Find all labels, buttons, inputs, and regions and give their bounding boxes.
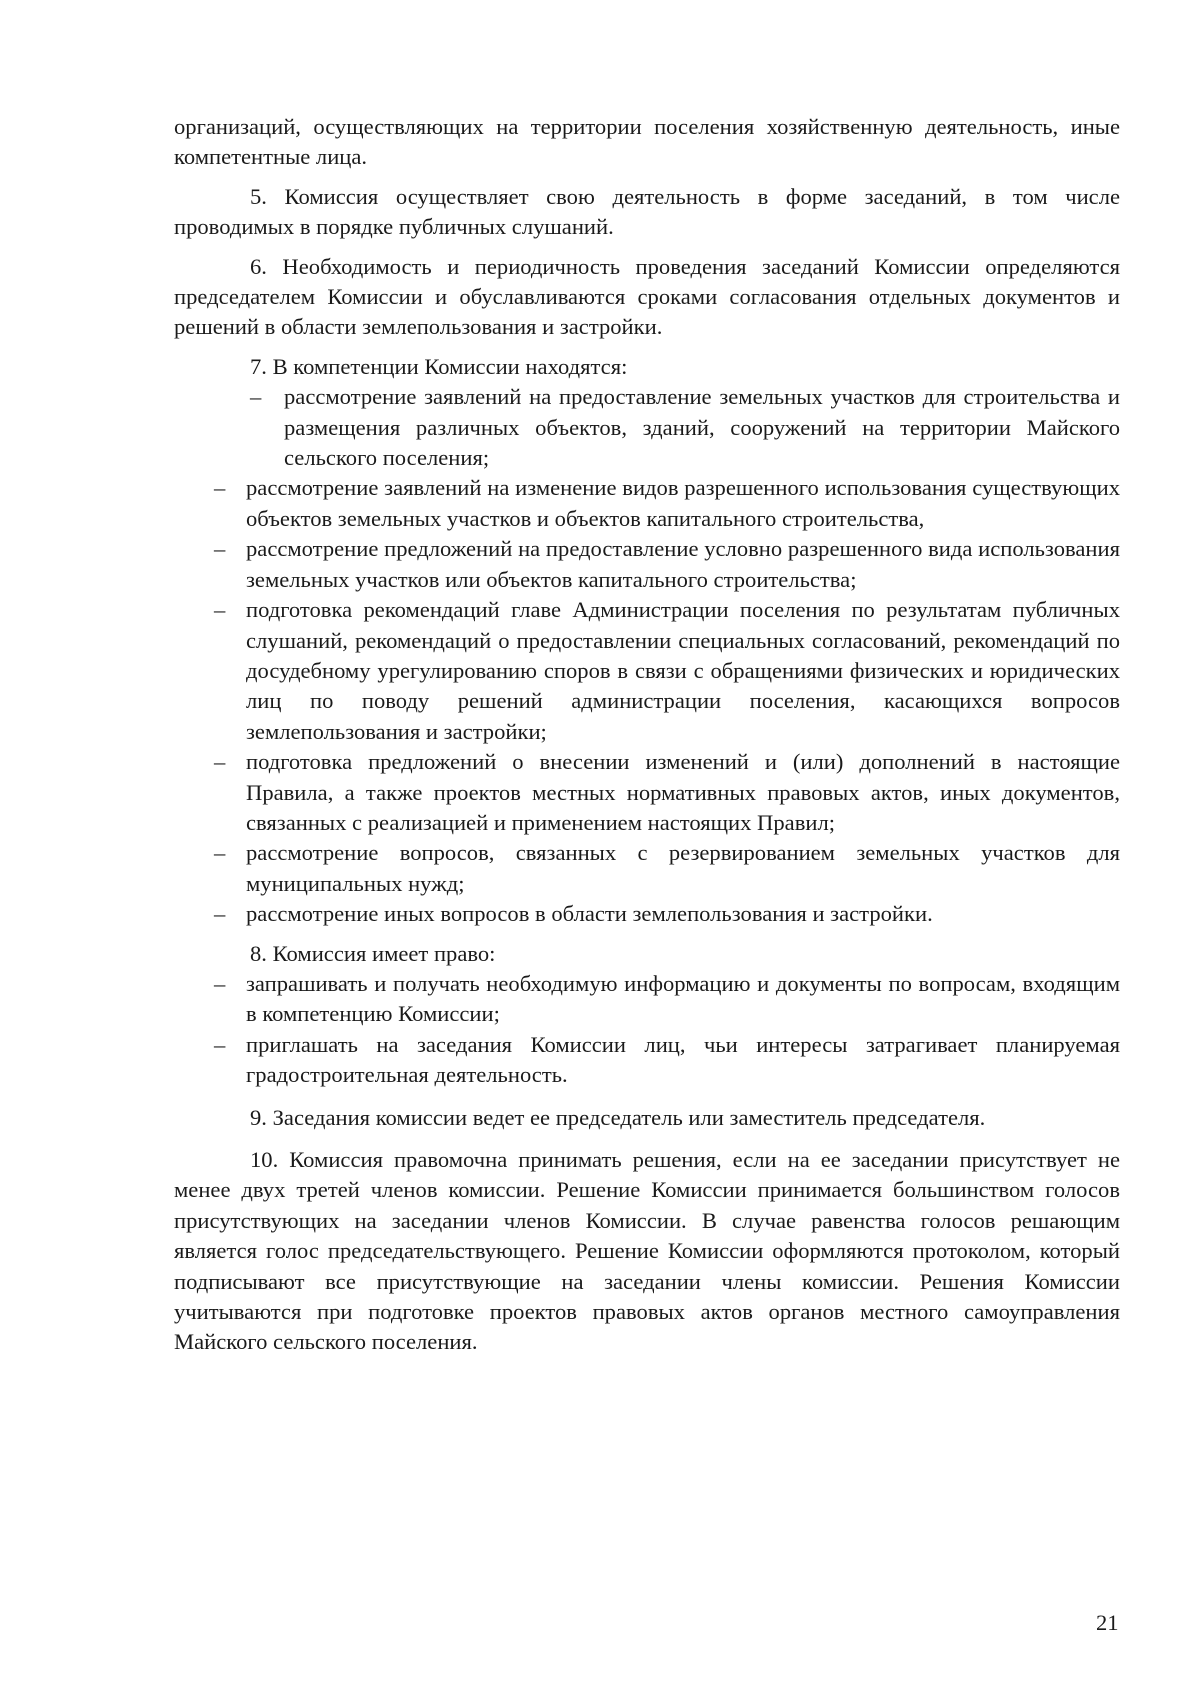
- list-item: [174, 1030, 1120, 1091]
- paragraph-continuation: организаций, осуществляющих на территории поселения хозяйственную деятельность, иные компетентные лица.: [174, 114, 1120, 170]
- paragraph-6: 6. Необходимость и периодичность проведения заседаний Комиссии определяются председателем Комиссии и обуславливаются сроками согласования отдельных документов и решений в области землепользования и застройки.: [174, 253, 1120, 340]
- list-item-text: рассмотрение предложений на предоставление условно разрешенного вида использования земельных участков или объектов капитального строительства;: [246, 536, 1120, 592]
- list-item: [174, 595, 1120, 747]
- paragraph-9: 9. Заседания комиссии ведет ее председатель или заместитель председателя.: [250, 1104, 986, 1130]
- dash-bullet: –: [250, 384, 262, 410]
- dash-bullet: –: [214, 970, 226, 996]
- competence-list: [174, 382, 1120, 929]
- list-item: [174, 382, 1120, 473]
- list-item: [174, 534, 1120, 595]
- dash-bullet: –: [214, 536, 226, 562]
- list-item: [174, 899, 1120, 929]
- list-item-text: рассмотрение заявлений на изменение видов разрешенного использования существующих объектов земельных участков и объектов капитального строительства,: [246, 475, 1120, 531]
- paragraph-10: 10. Комиссия правомочна принимать решения, если на ее заседании присутствует не менее двух третей членов комиссии. Решение Комиссии принимается большинством голосов присутствующих на заседании членов Комиссии. В случае равенства голосов решающим является голос председательствующего. Решение Комиссии оформляются протоколом, который подписывают все присутствующие на заседании члены комиссии. Решения Комиссии учитываются при подготовке проектов правовых актов органов местного самоуправления Майского сельского поселения.: [174, 1147, 1120, 1355]
- list-item: [174, 969, 1120, 1030]
- list-item-text: подготовка рекомендаций главе Администрации поселения по результатам публичных слушаний, рекомендаций о предоставлении специальных согласований, рекомендаций по досудебному урегулированию споров в связи с обращениями физических и юридических лиц по поводу решений администрации поселения, касающихся вопросов землепользования и застройки;: [246, 597, 1120, 744]
- list-item-text: запрашивать и получать необходимую информацию и документы по вопросам, входящим в компетенцию Комиссии;: [246, 970, 1120, 1027]
- rights-list: [174, 969, 1120, 1091]
- paragraph-7-lead: 7. В компетенции Комиссии находятся:: [250, 353, 628, 379]
- page-number: 21: [1096, 1610, 1119, 1635]
- paragraph-8-lead: 8. Комиссия имеет право:: [250, 940, 496, 966]
- list-item: [174, 473, 1120, 534]
- dash-bullet: –: [214, 901, 226, 927]
- list-item-text: рассмотрение иных вопросов в области землепользования и застройки.: [246, 901, 933, 927]
- list-item-text: рассмотрение заявлений на предоставление земельных участков для строительства и размещения различных объектов, зданий, сооружений на территории Майского сельского поселения;: [284, 384, 1120, 471]
- dash-bullet: –: [214, 840, 226, 866]
- list-item: [174, 838, 1120, 899]
- list-item-text: приглашать на заседания Комиссии лиц, чьи интересы затрагивает планируемая градостроительная деятельность.: [246, 1031, 1120, 1088]
- paragraph-5: 5. Комиссия осуществляет свою деятельность в форме заседаний, в том числе проводимых в порядке публичных слушаний.: [174, 183, 1120, 240]
- dash-bullet: –: [214, 1031, 226, 1057]
- dash-bullet: –: [214, 597, 226, 623]
- dash-bullet: –: [214, 749, 226, 775]
- list-item-text: подготовка предложений о внесении изменений и (или) дополнений в настоящие Правила, а также проектов местных нормативных правовых актов, иных документов, связанных с реализацией и применением настоящих Правил;: [246, 749, 1120, 835]
- list-item-text: рассмотрение вопросов, связанных с резервированием земельных участков для муниципальных нужд;: [246, 840, 1120, 896]
- document-page: [174, 112, 1120, 1358]
- dash-bullet: –: [214, 475, 226, 501]
- list-item: [174, 747, 1120, 838]
